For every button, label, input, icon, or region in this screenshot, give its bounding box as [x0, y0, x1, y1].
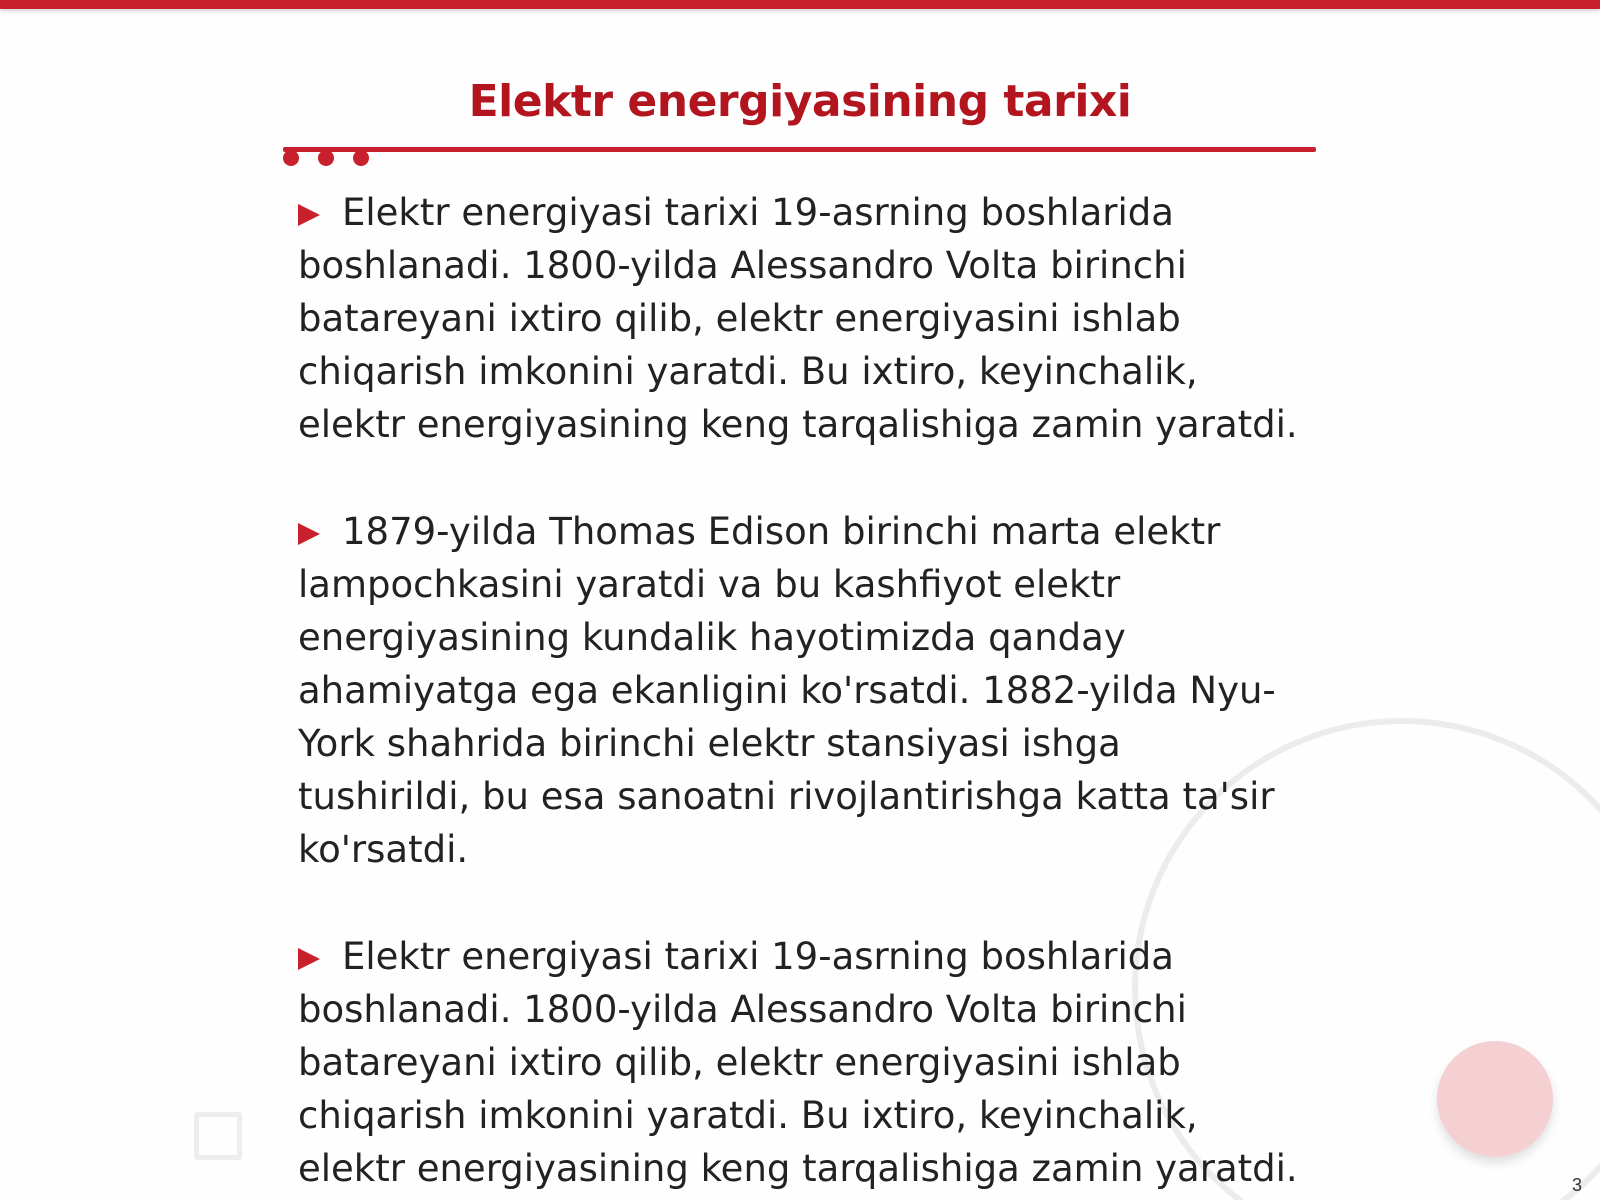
decor-dot — [353, 150, 369, 166]
paragraph-text: Elektr energiyasi tarixi 19-asrning boshlarida boshlanadi. 1800-yilda Alessandro Volta birinchi batareyani ixtiro qilib, elektr energiyasini ishlab chiqarish imkonini yaratdi. Bu ixtiro, keyinchalik, elektr energiyasining keng tarqalishiga zamin yaratdi. — [298, 935, 1298, 1190]
decor-dot — [283, 150, 299, 166]
page-number: 3 — [1571, 1175, 1582, 1195]
triangle-right-icon — [298, 523, 320, 545]
paragraph-text: Elektr energiyasi tarixi 19-asrning boshlarida boshlanadi. 1800-yilda Alessandro Volta birinchi batareyani ixtiro qilib, elektr energiyasini ishlab chiqarish imkonini yaratdi. Bu ixtiro, keyinchalik, elektr energiyasining keng tarqalishiga zamin yaratdi. — [298, 191, 1298, 446]
decor-square — [194, 1112, 242, 1160]
bullet-paragraph — [298, 186, 1298, 451]
paragraph-text: 1879-yilda Thomas Edison birinchi marta elektr lampochkasini yaratdi va bu kashfiyot elektr energiyasining kundalik hayotimizda qanday ahamiyatga ega ekanligini ko'rsatdi. 1882-yilda Nyu-York shahrida birinchi elektr stansiyasi ishga tushirildi, bu esa sanoatni rivojlantirishga katta ta'sir ko'rsatdi. — [298, 510, 1276, 871]
triangle-right-icon — [298, 948, 320, 970]
decor-dot — [318, 150, 334, 166]
bullet-paragraph — [298, 505, 1298, 876]
slide-title: Elektr energiyasining tarixi — [468, 76, 1132, 127]
top-accent-bar — [0, 0, 1600, 9]
bullet-paragraph — [298, 930, 1298, 1195]
decor-pink-circle — [1437, 1041, 1553, 1157]
slide-body — [298, 186, 1298, 1200]
triangle-right-icon — [298, 204, 320, 226]
title-underline — [283, 147, 1316, 152]
